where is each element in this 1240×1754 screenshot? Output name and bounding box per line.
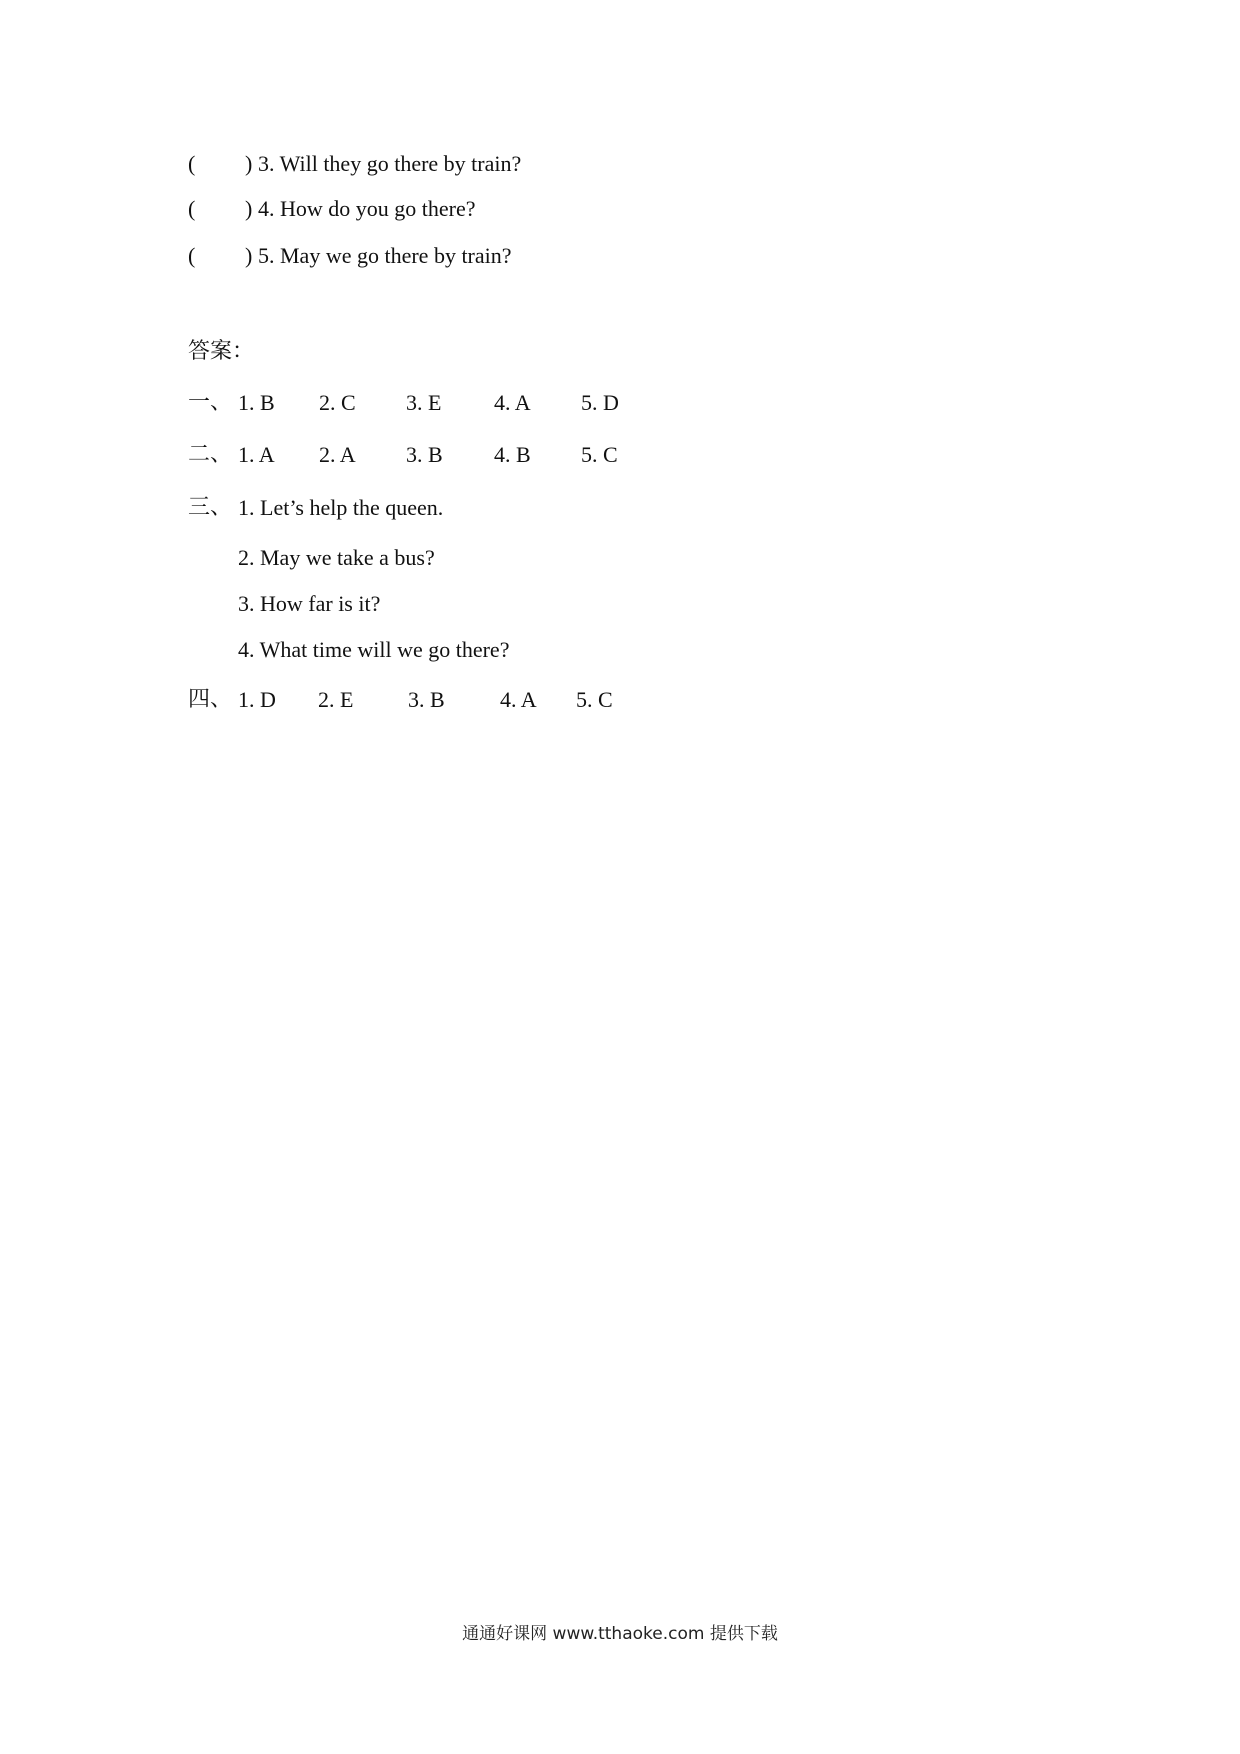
answer-item: 1. D: [238, 687, 276, 712]
section-number: 三、: [188, 495, 233, 520]
answer-item: 3. B: [406, 442, 443, 467]
question-text: 3. Will they go there by train?: [258, 151, 522, 176]
answer-sentence: 3. How far is it?: [238, 591, 381, 616]
answer-item: 2. C: [319, 390, 356, 415]
answer-blank-close: ): [245, 196, 253, 221]
answer-item: 4. A: [494, 390, 531, 415]
answer-item: 4. B: [494, 442, 531, 467]
section-number: 四、: [188, 687, 233, 712]
answer-sentence: 4. What time will we go there?: [238, 637, 510, 662]
answer-blank-open: (: [188, 151, 196, 176]
section-number: 一、: [188, 390, 233, 415]
answer-item: 5. C: [576, 687, 613, 712]
answer-blank-open: (: [188, 243, 196, 268]
answer-blank-open: (: [188, 196, 196, 221]
answer-sentence: 1. Let’s help the queen.: [238, 495, 444, 520]
answer-blank-close: ): [245, 151, 253, 176]
answer-item: 3. B: [408, 687, 445, 712]
answer-item: 5. D: [581, 390, 619, 415]
question-text: 5. May we go there by train?: [258, 243, 512, 268]
answer-blank-close: ): [245, 243, 253, 268]
answer-item: 2. A: [319, 442, 356, 467]
section-number: 二、: [188, 442, 233, 467]
answer-item: 3. E: [406, 390, 442, 415]
answer-sentence: 2. May we take a bus?: [238, 545, 435, 570]
answer-item: 1. A: [238, 442, 275, 467]
answers-title: 答案：: [188, 339, 255, 364]
question-text: 4. How do you go there?: [258, 196, 476, 221]
page-footer: 通通好课网 www.tthaoke.com 提供下载: [462, 1624, 778, 1644]
answer-item: 5. C: [581, 442, 618, 467]
answer-item: 1. B: [238, 390, 275, 415]
answer-item: 4. A: [500, 687, 537, 712]
answer-item: 2. E: [318, 687, 354, 712]
